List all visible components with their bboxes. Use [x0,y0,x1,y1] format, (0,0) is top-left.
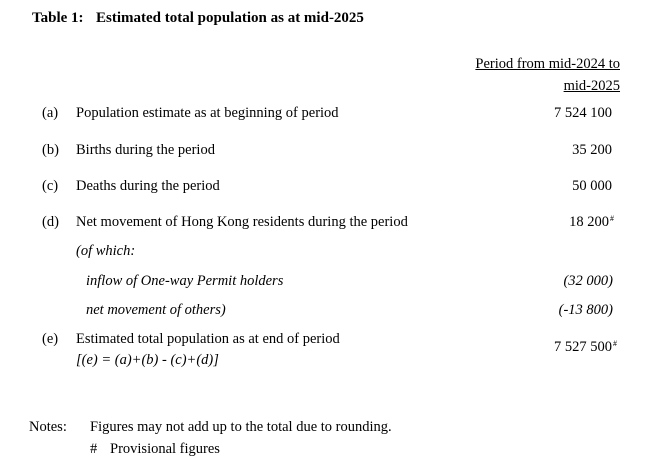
row-value-e-number: 7 527 500 [554,339,612,355]
of-which-label: (of which: [76,243,136,259]
row-value-d-number: 18 200 [569,214,609,230]
row-value-b: 35 200 [572,142,612,158]
row-value-d [569,214,614,231]
notes-line-provisional: Provisional figures [110,441,220,457]
row-letter-c: (c) [42,178,59,194]
table-number: Table 1: [32,10,84,26]
row-value-c: 50 000 [572,178,612,194]
others-label: net movement of others) [86,302,226,318]
notes-line-rounding: Figures may not add up to the total due to rounding. [90,419,392,435]
row-label-a: Population estimate as at beginning of period [76,105,339,121]
row-letter-d: (d) [42,214,59,230]
table-title [32,10,364,27]
row-letter-a: (a) [42,105,59,121]
row-formula-e: [(e) = (a)+(b) - (c)+(d)] [76,352,219,368]
row-letter-e: (e) [42,331,59,347]
row-value-a: 7 524 100 [554,105,612,121]
row-value-e [554,339,617,356]
column-header [475,53,620,97]
provisional-mark: # [613,339,617,348]
table-title-text: Estimated total population as at mid-2025 [96,10,364,26]
column-header-line1: Period from mid-2024 to [475,56,620,72]
row-label-b: Births during the period [76,142,215,158]
notes-hash-symbol: # [90,441,98,457]
row-label-c: Deaths during the period [76,178,220,194]
inflow-label: inflow of One-way Permit holders [86,273,284,289]
row-label-e: Estimated total population as at end of period [76,331,340,347]
inflow-value: (32 000) [563,273,613,289]
provisional-mark: # [610,214,614,223]
others-value: (-13 800) [558,302,613,318]
notes-heading: Notes: [29,419,67,435]
row-letter-b: (b) [42,142,59,158]
row-label-d: Net movement of Hong Kong residents during the period [76,214,408,230]
column-header-line2: mid-2025 [563,78,620,94]
